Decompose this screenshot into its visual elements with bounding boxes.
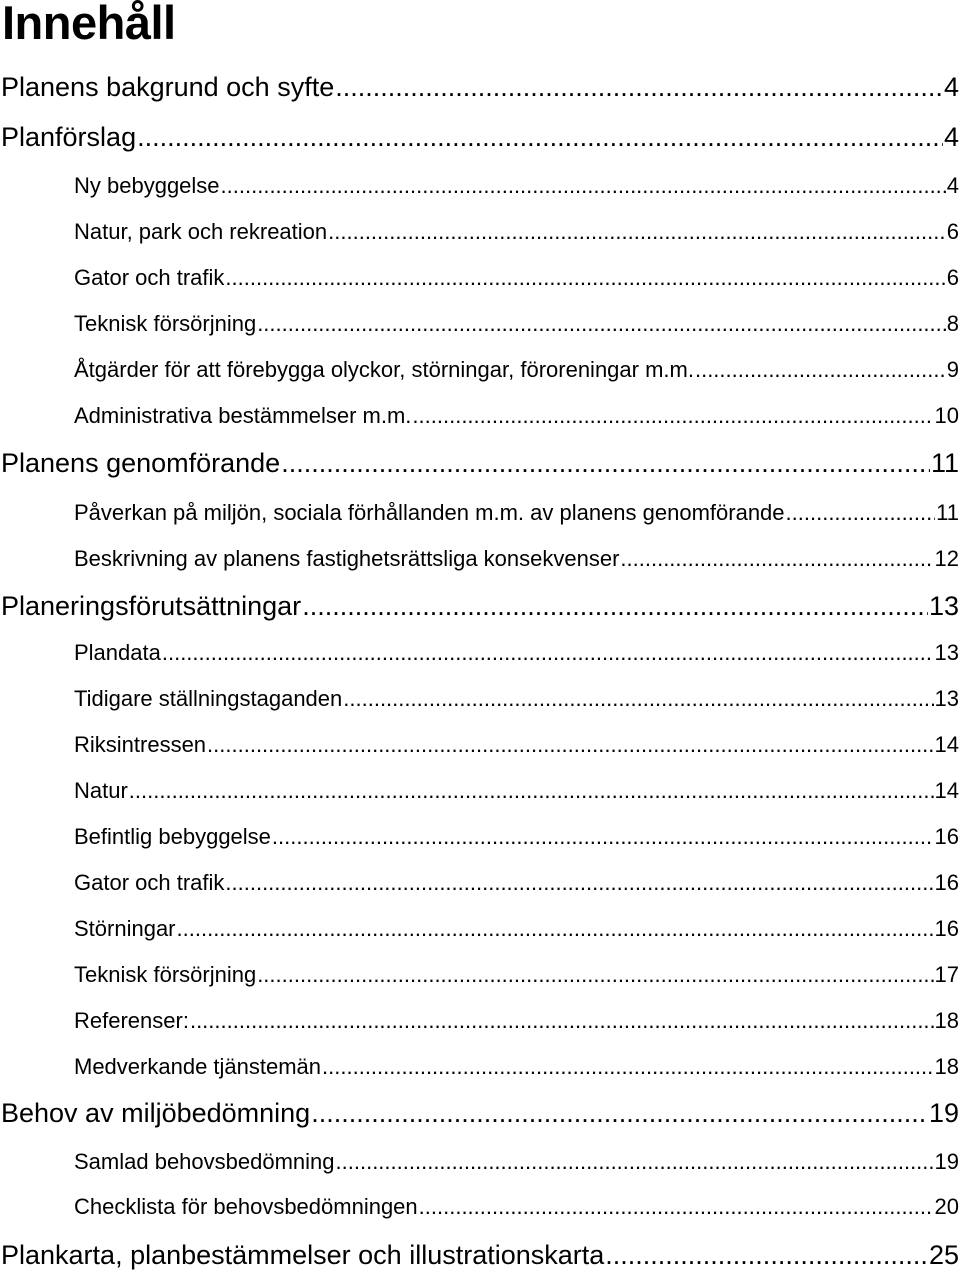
toc-page-number: 16 bbox=[934, 824, 959, 849]
toc-entry-title: Gator och trafik bbox=[74, 265, 225, 290]
toc-entry-title: Tidigare ställningstaganden bbox=[74, 686, 343, 711]
page-title: Innehåll bbox=[2, 0, 176, 49]
toc-entry-level-1[interactable] bbox=[1, 1238, 959, 1272]
toc-entry-level-2[interactable] bbox=[74, 1053, 959, 1081]
toc-entry-title: Medverkande tjänstemän bbox=[74, 1054, 322, 1079]
toc-dot-leader bbox=[225, 264, 945, 292]
toc-dot-leader bbox=[419, 1193, 934, 1221]
toc-page-number: 17 bbox=[934, 962, 959, 987]
toc-entry-title: Planeringsförutsättningar bbox=[1, 591, 302, 621]
toc-entry-title: Natur bbox=[74, 778, 128, 803]
toc-page-number: 13 bbox=[928, 591, 959, 621]
toc-entry-title: Befintlig bebyggelse bbox=[74, 824, 271, 849]
toc-page-number: 9 bbox=[946, 357, 959, 382]
toc-page-number: 19 bbox=[934, 1149, 959, 1174]
toc-entry-title: Beskrivning av planens fastighetsrättsliga konsekvenser bbox=[74, 546, 620, 571]
toc-entry-title: Påverkan på miljön, sociala förhållanden m.m. av planens genomförande bbox=[74, 500, 785, 525]
toc-dot-leader bbox=[302, 589, 928, 623]
toc-page-number: 13 bbox=[934, 686, 959, 711]
toc-entry-level-2[interactable] bbox=[74, 915, 959, 943]
toc-entry-level-1[interactable] bbox=[1, 589, 959, 623]
toc-dot-leader bbox=[786, 499, 936, 527]
toc-page-number: 14 bbox=[934, 732, 959, 757]
toc-entry-title: Ny bebyggelse bbox=[74, 173, 220, 198]
toc-dot-leader bbox=[343, 685, 933, 713]
toc-page-number: 4 bbox=[943, 122, 959, 152]
toc-entry-title: Planens genomförande bbox=[1, 448, 281, 478]
toc-dot-leader bbox=[207, 731, 933, 759]
toc-page-number: 4 bbox=[946, 173, 959, 198]
toc-entry-level-1[interactable] bbox=[1, 70, 959, 104]
toc-entry-level-2[interactable] bbox=[74, 310, 959, 338]
toc-page-number: 19 bbox=[928, 1098, 959, 1128]
toc-entry-title: Planförslag bbox=[1, 122, 137, 152]
toc-entry-level-2[interactable] bbox=[74, 172, 959, 200]
toc-entry-level-2[interactable] bbox=[74, 1007, 959, 1035]
toc-entry-level-2[interactable] bbox=[74, 218, 959, 246]
toc-dot-leader bbox=[221, 172, 946, 200]
toc-page-number: 12 bbox=[934, 546, 959, 571]
toc-page-number: 8 bbox=[946, 311, 959, 336]
toc-dot-leader bbox=[311, 1096, 928, 1130]
toc-entry-level-1[interactable] bbox=[1, 1096, 959, 1130]
toc-dot-leader bbox=[605, 1238, 928, 1272]
toc-entry-level-2[interactable] bbox=[74, 545, 959, 573]
toc-entry-level-2[interactable] bbox=[74, 1193, 959, 1221]
toc-entry-level-2[interactable] bbox=[74, 1148, 959, 1176]
toc-dot-leader bbox=[137, 120, 943, 154]
toc-page-number: 6 bbox=[946, 265, 959, 290]
toc-entry-title: Administrativa bestämmelser m.m. bbox=[74, 403, 412, 428]
toc-dot-leader bbox=[412, 402, 933, 430]
toc-entry-title: Gator och trafik bbox=[74, 870, 225, 895]
toc-entry-level-2[interactable] bbox=[74, 356, 959, 384]
toc-page-number: 14 bbox=[934, 778, 959, 803]
toc-dot-leader bbox=[162, 639, 934, 667]
toc-page-number: 16 bbox=[934, 870, 959, 895]
toc-dot-leader bbox=[281, 446, 930, 480]
toc-page-number: 18 bbox=[934, 1008, 959, 1033]
toc-entry-title: Checklista för behovsbedömningen bbox=[74, 1194, 418, 1219]
toc-dot-leader bbox=[328, 218, 946, 246]
toc-page-number: 4 bbox=[943, 72, 959, 102]
toc-page-number: 11 bbox=[936, 500, 959, 525]
toc-entry-title: Teknisk försörjning bbox=[74, 962, 257, 987]
toc-entry-level-2[interactable] bbox=[74, 639, 959, 667]
toc-entry-level-2[interactable] bbox=[74, 264, 959, 292]
toc-entry-level-2[interactable] bbox=[74, 823, 959, 851]
toc-entry-title: Natur, park och rekreation bbox=[74, 219, 328, 244]
toc-dot-leader bbox=[695, 356, 946, 384]
toc-entry-title: Åtgärder för att förebygga olyckor, störningar, föroreningar m.m. bbox=[74, 357, 694, 382]
toc-page-number: 18 bbox=[934, 1054, 959, 1079]
toc-page-number: 11 bbox=[930, 448, 959, 478]
toc-dot-leader bbox=[335, 70, 943, 104]
toc-entry-level-2[interactable] bbox=[74, 961, 959, 989]
toc-entry-level-2[interactable] bbox=[74, 869, 959, 897]
toc-page-number: 16 bbox=[934, 916, 959, 941]
toc-dot-leader bbox=[190, 1007, 934, 1035]
toc-entry-level-2[interactable] bbox=[74, 777, 959, 805]
toc-entry-title: Planens bakgrund och syfte bbox=[1, 72, 335, 102]
toc-entry-title: Behov av miljöbedömning bbox=[1, 1098, 311, 1128]
toc-page-number: 20 bbox=[934, 1194, 959, 1219]
toc-dot-leader bbox=[177, 915, 934, 943]
toc-entry-title: Plankarta, planbestämmelser och illustrationskarta bbox=[1, 1240, 605, 1270]
toc-entry-title: Referenser: bbox=[74, 1008, 189, 1033]
toc-page-number: 6 bbox=[946, 219, 959, 244]
toc-dot-leader bbox=[620, 545, 933, 573]
toc-entry-title: Samlad behovsbedömning bbox=[74, 1149, 335, 1174]
toc-entry-title: Riksintressen bbox=[74, 732, 207, 757]
toc-dot-leader bbox=[322, 1053, 933, 1081]
toc-dot-leader bbox=[257, 310, 946, 338]
toc-entry-level-1[interactable] bbox=[1, 120, 959, 154]
toc-entry-level-2[interactable] bbox=[74, 731, 959, 759]
toc-entry-level-2[interactable] bbox=[74, 685, 959, 713]
toc-dot-leader bbox=[257, 961, 933, 989]
toc-page-number: 13 bbox=[934, 640, 959, 665]
toc-entry-level-2[interactable] bbox=[74, 402, 959, 430]
toc-dot-leader bbox=[336, 1148, 934, 1176]
toc-dot-leader bbox=[129, 777, 934, 805]
toc-entry-level-1[interactable] bbox=[1, 446, 959, 480]
toc-entry-title: Plandata bbox=[74, 640, 161, 665]
toc-dot-leader bbox=[272, 823, 934, 851]
toc-entry-level-2[interactable] bbox=[74, 499, 959, 527]
toc-page-number: 25 bbox=[928, 1240, 959, 1270]
toc-entry-title: Störningar bbox=[74, 916, 176, 941]
toc-page-number: 10 bbox=[934, 403, 959, 428]
toc-dot-leader bbox=[225, 869, 933, 897]
toc-entry-title: Teknisk försörjning bbox=[74, 311, 257, 336]
